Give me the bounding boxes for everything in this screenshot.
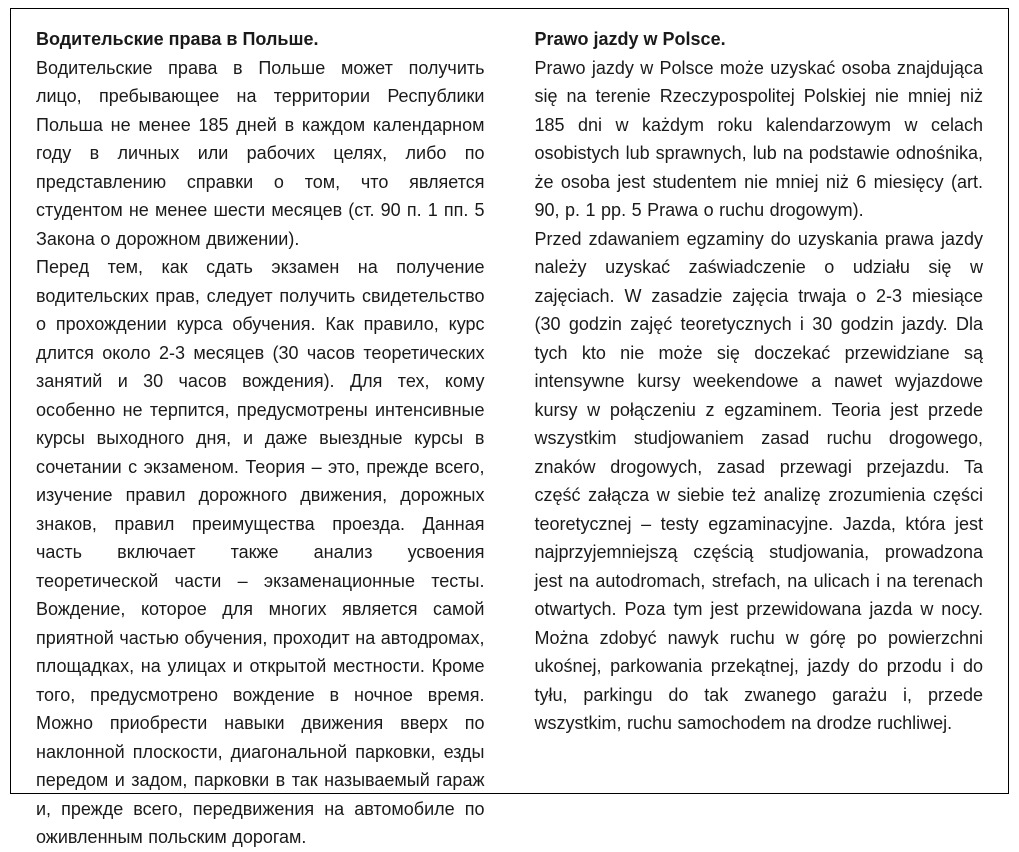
polish-column [535,25,984,775]
polish-paragraph-1: Prawo jazdy w Polsce może uzyskać osoba znajdująca się na terenie Rzeczypospolitej Polskiej nie mniej niż 185 dni w każdym roku kalendarzowym w celach osobistych lub sprawnych, lub na podstawie odnośnika, że osoba jest studentem nie mniej niż 6 miesięcy (art. 90, p. 1 pp. 5 Prawa o ruchu drogowym). [534,57,983,220]
russian-paragraph-2: Перед тем, как сдать экзамен на получение водительских прав, следует получить свидетельство о прохождении курса обучения. Как правило, курс длится около 2-3 месяцев (30 часов теоретических занятий и 30 часов вождения). Для тех, кому особенно не терпится, предусмотрены интенсивные курсы выходного дня, и даже выездные курсы в сочетании с экзаменом. Теория – это, прежде всего, изучение правил дорожного движения, дорожных знаков, правил преимущества проезда. Данная часть включает также анализ усвоения теоретической части – экзаменационные тесты. Вождение, которое для многих является самой приятной частью обучения, проходит на автодромах, площадках, на улицах и открытой местности. Кроме того, предусмотрено вождение в ночное время. Можно приобрести навыки движения вверх по наклонной плоскости, диагональной парковки, езды передом и задом, парковки в так называемый гараж и, прежде всего, передвижения на автомобиле по оживленным польским дорогам. [36,257,485,847]
russian-column-title: Водительские права в Польше. [36,29,319,49]
polish-paragraph-2: Przed zdawaniem egzaminy do uzyskania prawa jazdy należy uzyskać zaświadczenie o udziału się w zajęciach. W zasadzie zajęcia trwaja o 2-3 miesiące (30 godzin zajęć teoretycznych i 30 godzin jazdy. Dla tych kto nie może się doczekać przewidziane są intensywne kursy weekendowe a nawet wyjazdowe kursy w połączeniu z egzaminem. Teoria jest przede wszystkim studjowaniem zasad ruchu drogowego, znaków drogowych, zasad przewagi przejazdu. Ta część załącza w siebie też analizę zrozumienia części teoretycznej – testy egzaminacyjne. Jazda, która jest najprzyjemniejszą częścią studjowania, prowadzona jest na autodromach, strefach, na ulicach i na terenach otwartych. Poza tym jest przewidowana jazda w nocy. Można zdobyć nawyk ruchu w górę po powierzchni ukośnej, parkowania przekątnej, jazdy do przodu i do tyłu, parkingu do tak zwanego garażu i, przede wszystkim, ruchu samochodem na drodze ruchliwej. [534,228,983,733]
russian-column [36,25,485,847]
document-page [10,8,1009,847]
polish-column-title: Prawo jazdy w Polsce. [534,29,726,49]
russian-paragraph-1: Водительские права в Польше может получить лицо, пребывающее на территории Республики Польша не менее 185 дней в каждом календарном году в личных или рабочих целях, либо по представлению справки о том, что является студентом не менее шести месяцев (ст. 90 п. 1 пп. 5 Закона о дорожном движении). [36,57,485,249]
